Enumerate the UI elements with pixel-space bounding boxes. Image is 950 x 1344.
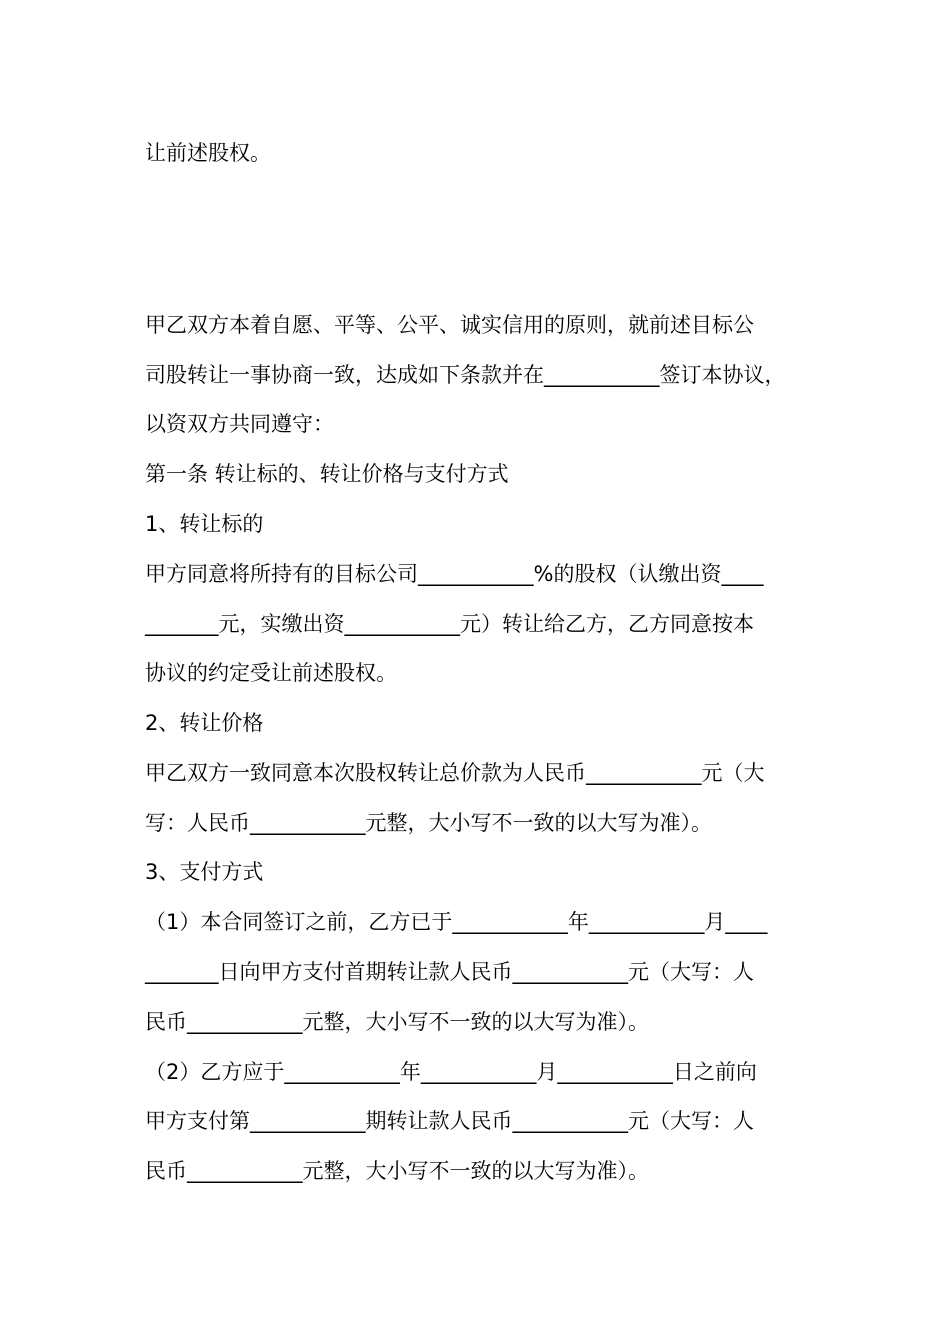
- text-line: 民币___________元整，大小写不一致的以大写为准）。: [145, 1159, 649, 1183]
- text-line: 协议的约定受让前述股权。: [145, 661, 397, 685]
- text-line: 让前述股权。: [145, 141, 271, 165]
- text-line: 写：人民币___________元整，大小写不一致的以大写为准）。: [145, 811, 712, 835]
- subsection-heading: 3、支付方式: [145, 860, 264, 884]
- text-line: _______日向甲方支付首期转让款人民币___________元（大写：人: [145, 960, 754, 984]
- section-heading: 第一条 转让标的、转让价格与支付方式: [145, 462, 509, 486]
- subsection-heading: 2、转让价格: [145, 711, 264, 735]
- text-line: 以资双方共同遵守：: [145, 412, 334, 436]
- text-line: 甲方同意将所持有的目标公司___________%的股权（认缴出资____: [145, 562, 764, 586]
- text-line: （1）本合同签订之前，乙方已于___________年___________月____: [145, 910, 768, 934]
- text-line: 司股转让一事协商一致，达成如下条款并在___________签订本协议，: [145, 363, 786, 387]
- text-line: 甲乙双方本着自愿、平等、公平、诚实信用的原则，就前述目标公: [145, 313, 754, 337]
- text-line: 民币___________元整，大小写不一致的以大写为准）。: [145, 1010, 649, 1034]
- text-line: 甲乙双方一致同意本次股权转让总价款为人民币___________元（大: [145, 761, 765, 785]
- subsection-heading: 1、转让标的: [145, 512, 264, 536]
- text-line: （2）乙方应于___________年___________月___________日之前向: [145, 1060, 757, 1084]
- text-line: _______元，实缴出资___________元）转让给乙方，乙方同意按本: [145, 612, 754, 636]
- text-line: 甲方支付第___________期转让款人民币___________元（大写：人: [145, 1109, 754, 1133]
